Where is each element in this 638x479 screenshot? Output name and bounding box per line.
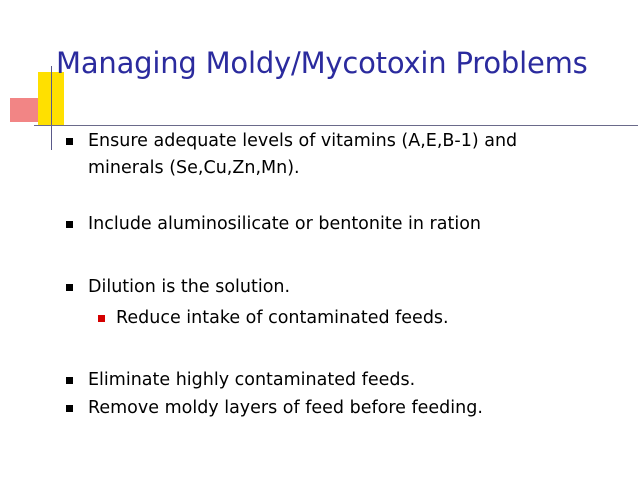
- bullet-item-line: Remove moldy layers of feed before feeding.: [88, 398, 483, 418]
- sub-bullet-marker: [98, 315, 105, 322]
- sub-bullet-item: Reduce intake of contaminated feeds.: [116, 308, 449, 328]
- bullet-marker: [66, 138, 73, 145]
- bullet-item-line: Dilution is the solution.: [88, 277, 291, 297]
- bullet-item-line: Include aluminosilicate or bentonite in ration: [88, 214, 481, 234]
- bullet-item-line: minerals (Se,Cu,Zn,Mn).: [88, 158, 300, 178]
- bullet-item-line: Eliminate highly contaminated feeds.: [88, 370, 416, 390]
- bullet-marker: [66, 377, 73, 384]
- bullet-marker: [66, 284, 73, 291]
- slide-title: Managing Moldy/Mycotoxin Problems: [56, 46, 588, 80]
- bullet-marker: [66, 405, 73, 412]
- bullet-item-line: Ensure adequate levels of vitamins (A,E,B-1) and: [88, 131, 518, 151]
- bullet-marker: [66, 221, 73, 228]
